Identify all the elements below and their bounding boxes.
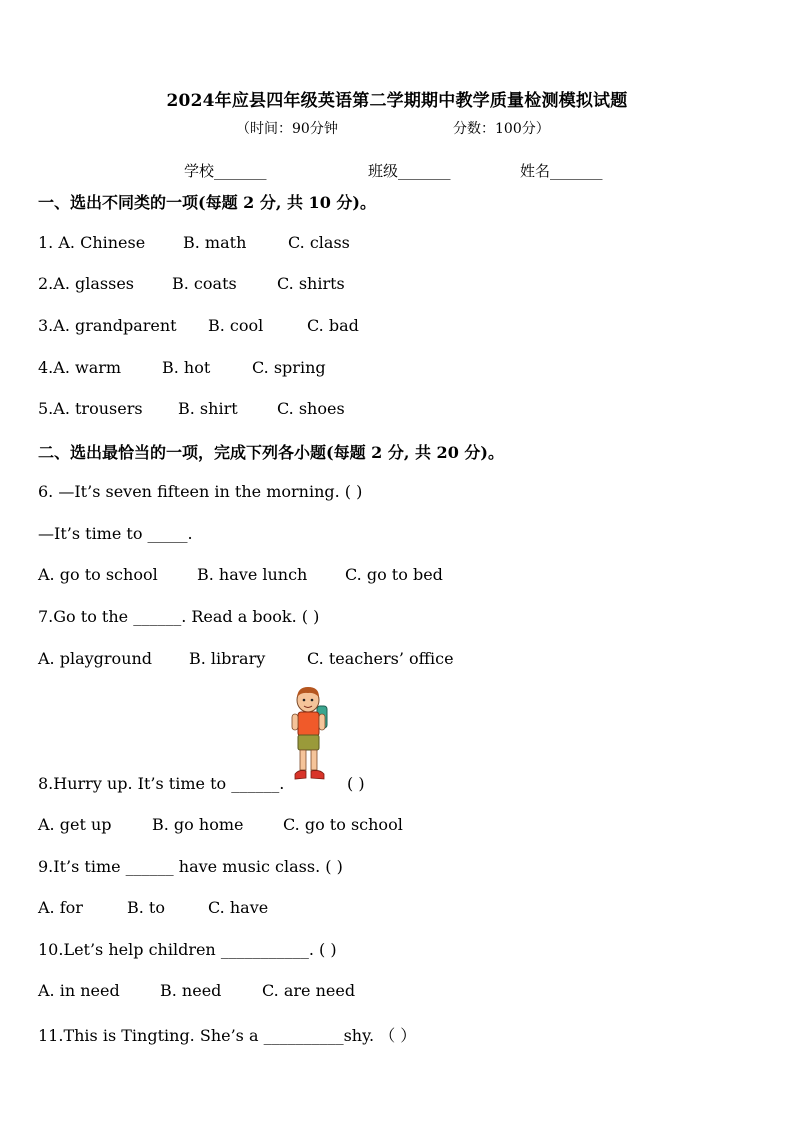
question-3-option-b: B. cool bbox=[208, 316, 264, 335]
question-8-answer-slot: ( ) bbox=[347, 774, 365, 793]
question-8: 8.Hurry up. It’s time to ______. bbox=[38, 774, 285, 793]
question-6-option-a: A. go to school bbox=[38, 565, 158, 584]
question-3: 3.A. grandparent bbox=[38, 316, 177, 335]
question-7-option-b: B. library bbox=[189, 649, 266, 668]
page-title: 2024年应县四年级英语第二学期期中教学质量检测模拟试题 bbox=[166, 91, 628, 111]
question-7-option-c: C. teachers’ office bbox=[307, 649, 454, 668]
question-10-option-c: C. are need bbox=[262, 981, 356, 1000]
question-4-option-b: B. hot bbox=[162, 358, 211, 377]
name-field: 姓名_______ bbox=[520, 162, 603, 180]
exam-time: （时间：90分钟 bbox=[236, 121, 338, 137]
question-10-option-a: A. in need bbox=[38, 981, 120, 1000]
question-4: 4.A. warm bbox=[38, 358, 122, 377]
question-7-option-a: A. playground bbox=[38, 649, 153, 668]
question-2-option-b: B. coats bbox=[172, 274, 237, 293]
question-5: 5.A. trousers bbox=[38, 399, 143, 418]
question-6: 6. —It’s seven fifteen in the morning. ( ) bbox=[38, 482, 363, 501]
question-5-option-b: B. shirt bbox=[178, 399, 238, 418]
question-6-option-b: B. have lunch bbox=[197, 565, 308, 584]
question-8-option-a: A. get up bbox=[38, 815, 112, 834]
question-9: 9.It’s time ______ have music class. ( ) bbox=[38, 857, 343, 876]
question-5-option-c: C. shoes bbox=[277, 399, 345, 418]
question-9-option-b: B. to bbox=[127, 898, 165, 917]
school-field: 学校_______ bbox=[184, 162, 267, 180]
section-1-heading: 一、选出不同类的一项(每题 2 分, 共 10 分)。 bbox=[38, 193, 376, 212]
question-9-option-c: C. have bbox=[208, 898, 269, 917]
question-9-option-a: A. for bbox=[38, 898, 83, 917]
question-6-reply: —It’s time to _____. bbox=[38, 524, 193, 543]
question-11: 11.This is Tingting. She’s a __________shy. （ ） bbox=[38, 1026, 417, 1045]
question-10-option-b: B. need bbox=[160, 981, 222, 1000]
question-1-option-c: C. class bbox=[288, 233, 350, 252]
exam-score: 分数：100分） bbox=[453, 121, 550, 137]
question-3-option-c: C. bad bbox=[307, 316, 359, 335]
schoolboy-illustration bbox=[284, 686, 334, 786]
question-2-option-c: C. shirts bbox=[277, 274, 345, 293]
question-10: 10.Let’s help children ___________. ( ) bbox=[38, 940, 337, 959]
question-8-option-b: B. go home bbox=[152, 815, 244, 834]
class-field: 班级_______ bbox=[368, 162, 451, 180]
question-2: 2.A. glasses bbox=[38, 274, 134, 293]
question-4-option-c: C. spring bbox=[252, 358, 326, 377]
question-6-option-c: C. go to bed bbox=[345, 565, 443, 584]
question-1: 1. A. Chinese bbox=[38, 233, 146, 252]
question-1-option-b: B. math bbox=[183, 233, 247, 252]
question-7: 7.Go to the ______. Read a book. ( ) bbox=[38, 607, 320, 626]
question-8-option-c: C. go to school bbox=[283, 815, 403, 834]
section-2-heading: 二、选出最恰当的一项，完成下列各小题(每题 2 分, 共 20 分)。 bbox=[38, 443, 504, 462]
